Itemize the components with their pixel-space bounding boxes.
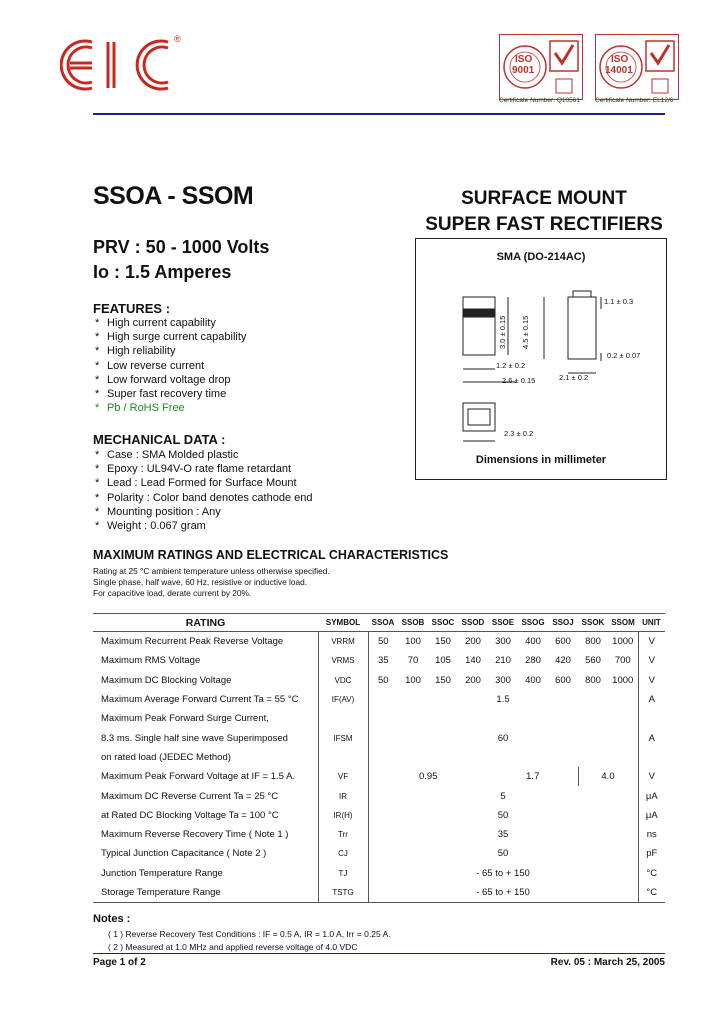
dim-2: 4.5 ± 0.15 [521, 315, 530, 349]
table-row: Junction Temperature Range TJ - 65 to + 150 °C [93, 864, 665, 883]
dim-6: 2.1 ± 0.2 [559, 373, 589, 382]
features-list [95, 316, 246, 415]
category-title: SURFACE MOUNT SUPER FAST RECTIFIERS [425, 188, 663, 235]
mechanical-heading: MECHANICAL DATA : [93, 432, 226, 447]
package-drawing [415, 238, 667, 480]
col-ssoj: SSOJ [548, 614, 578, 632]
prv-spec: PRV : 50 - 1000 Volts [93, 237, 270, 257]
col-symbol: SYMBOL [318, 614, 368, 632]
dim-5: 2.6 ± 0.15 [502, 376, 536, 385]
iso-14001-number: 14001 [605, 65, 633, 76]
mechanical-list [95, 448, 312, 533]
note-1: ( 1 ) Reverse Recovery Test Conditions : IF = 0.5 A, IR = 1.0 A, Irr = 0.25 A. [108, 929, 391, 939]
table-row: Maximum Reverse Recovery Time ( Note 1 ) Trr 35 ns [93, 825, 665, 844]
mechanical-item: * Case : SMA Molded plastic [95, 449, 239, 461]
header-rule [93, 113, 665, 115]
table-row: Maximum Recurrent Peak Reverse Voltage VRRM 50 100 150 200 300 400 600 800 1000 V [93, 632, 665, 652]
table-header [93, 614, 665, 632]
col-ssoe: SSOE [488, 614, 518, 632]
table-row: Maximum RMS Voltage VRMS 35 70 105 140 210 280 420 560 700 V [93, 651, 665, 670]
feature-item: * High current capability [95, 317, 216, 329]
cert-number-1: Certificate Number: Q10561 [499, 97, 580, 104]
col-ssog: SSOG [518, 614, 548, 632]
col-ssom: SSOM [608, 614, 638, 632]
col-ssoc: SSOC [428, 614, 458, 632]
revision: Rev. 05 : March 25, 2005 [550, 957, 665, 968]
table-row: 8.3 ms. Single half sine wave Superimposed IFSM 60 A [93, 728, 665, 747]
part-title: SSOA - SSOM [93, 182, 254, 210]
dim-3: 3.0 ± 0.15 [498, 315, 507, 349]
eic-logo [60, 36, 190, 94]
io-spec: Io : 1.5 Amperes [93, 262, 232, 282]
mechanical-item: * Epoxy : UL94V-O rate flame retardant [95, 463, 292, 476]
col-ssok: SSOK [578, 614, 608, 632]
features-heading: FEATURES : [93, 301, 171, 316]
cert-number-2: Certificate Number: EL12/6 [595, 97, 674, 104]
dim-4: 1.2 ± 0.2 [496, 361, 526, 370]
table-row: Maximum DC Reverse Current Ta = 25 °C IR 5 μA [93, 786, 665, 805]
col-unit: UNIT [638, 614, 665, 632]
mechanical-item: * Polarity : Color band denotes cathode end [95, 491, 313, 504]
feature-item: * High reliability [95, 345, 176, 358]
table-row: Maximum DC Blocking Voltage VDC 50 100 150 200 300 400 600 800 1000 V [93, 671, 665, 690]
registered-mark: ® [174, 34, 181, 44]
feature-item: * Super fast recovery time [95, 388, 227, 401]
ratings-conditions: Rating at 25 °C ambient temperature unless otherwise specified. Single phase, half wave, 60 Hz, resistive or inductive load. For capacitive load, derate current by 20%. [93, 566, 330, 598]
table-row: Storage Temperature Range TSTG - 65 to + 150 °C [93, 883, 665, 903]
col-ssob: SSOB [398, 614, 428, 632]
dim-1: 1.1 ± 0.3 [604, 297, 634, 306]
package-caption: Dimensions in millimeter [475, 454, 607, 466]
col-ssoa: SSOA [368, 614, 398, 632]
table-row: Typical Junction Capacitance ( Note 2 ) CJ 50 pF [93, 844, 665, 863]
footer-rule [93, 953, 665, 954]
ratings-table [93, 613, 665, 903]
dim-7: 0.2 ± 0.07 [607, 351, 641, 360]
table-row: at Rated DC Blocking Voltage Ta = 100 °C IR(H) 50 μA [93, 806, 665, 825]
package-name: SMA (DO-214AC) [496, 251, 586, 263]
mechanical-item: * Mounting position : Any [95, 505, 221, 518]
mechanical-item: * Lead : Lead Formed for Surface Mount [95, 477, 297, 490]
table-row: Maximum Peak Forward Surge Current, [93, 709, 665, 728]
col-ssod: SSOD [458, 614, 488, 632]
feature-item: * High surge current capability [95, 331, 247, 344]
notes-heading: Notes : [93, 913, 131, 925]
col-rating: RATING [93, 614, 318, 632]
feature-item: * Low reverse current [95, 359, 205, 372]
table-row: Maximum Average Forward Current Ta = 55 °C IF(AV) 1.5 A [93, 690, 665, 709]
note-2: ( 2 ) Measured at 1.0 MHz and applied reverse voltage of 4.0 VDC [108, 942, 358, 952]
feature-item-rohs: * Pb / RoHS Free [95, 402, 185, 415]
iso-14001-std: ISO [611, 54, 629, 65]
iso-9001-number: 9001 [512, 65, 535, 76]
iso-14001-badge [595, 34, 679, 100]
iso-9001-std: ISO [515, 54, 533, 65]
table-row: Maximum Peak Forward Voltage at IF = 1.5 A. VF 0.95 1.7 4.0 V [93, 767, 665, 786]
ratings-heading: MAXIMUM RATINGS AND ELECTRICAL CHARACTERISTICS [93, 548, 449, 562]
mechanical-item: * Weight : 0.067 gram [95, 520, 206, 533]
dim-8: 2.3 ± 0.2 [504, 429, 534, 438]
iso-9001-badge [499, 34, 583, 100]
page-number: Page 1 of 2 [93, 957, 146, 968]
feature-item: * Low forward voltage drop [95, 373, 231, 386]
table-row: on rated load (JEDEC Method) [93, 748, 665, 767]
